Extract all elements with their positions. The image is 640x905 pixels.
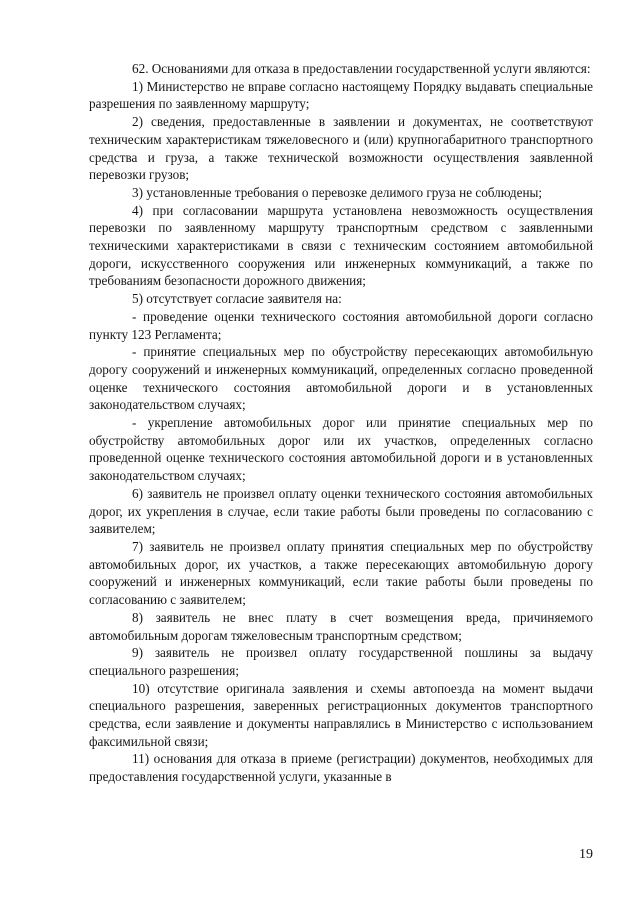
page-number: 19	[579, 847, 593, 862]
paragraph-item-10: 10) отсутствие оригинала заявления и схемы автопоезда на момент выдачи специального разрешения, заверенных регистрационных документов транспортного средства, если заявление и документы направлялись в Министерство с использованием факсимильной связи;	[89, 680, 593, 749]
document-body	[89, 60, 593, 786]
paragraph-item-5-dash-3: - укрепление автомобильных дорог или принятие специальных мер по обустройству автомобильных дорог или их участков, определенных согласно проведенной оценке технического состояния автомобильной дороги и в установленных законодательством случаях;	[89, 415, 593, 484]
paragraph-item-9: 9) заявитель не произвел оплату государственной пошлины за выдачу специального разрешения;	[89, 645, 593, 678]
paragraph-item-2: 2) сведения, предоставленные в заявлении и документах, не соответствуют техническим характеристикам тяжеловесного и (или) крупногабаритного транспортного средства и груза, а также технической возможности осуществления заявленной перевозки грузов;	[89, 114, 593, 183]
paragraph-item-8: 8) заявитель не внес плату в счет возмещения вреда, причиняемого автомобильным дорогам тяжеловесным транспортным средством;	[89, 609, 593, 643]
paragraph-item-5-dash-1: - проведение оценки технического состояния автомобильной дороги согласно пункту 123 Регламента;	[89, 308, 593, 342]
paragraph-item-5-dash-2: - принятие специальных мер по обустройству пересекающих автомобильную дорогу сооружений и инженерных коммуникаций, определенных согласно проведенной оценке технического состояния автомобильной дороги и в установленных законодательством случаях;	[89, 344, 593, 413]
paragraph-item-6: 6) заявитель не произвел оплату оценки технического состояния автомобильных дорог, их укрепления в случае, если такие работы были проведены по согласованию с заявителем;	[89, 485, 593, 537]
paragraph-item-3: 3) установленные требования о перевозке делимого груза не соблюдены;	[132, 184, 543, 200]
paragraph-item-11: 11) основания для отказа в приеме (регистрации) документов, необходимых для предоставления государственной услуги, указанные в	[89, 751, 593, 785]
paragraph-item-7: 7) заявитель не произвел оплату принятия специальных мер по обустройству автомобильных дорог, их участков, а также пересекающих автомобильную дорогу сооружений и инженерных коммуникаций, если такие работы были проведены по согласованию с заявителем;	[89, 538, 593, 608]
paragraph-item-5: 5) отсутствует согласие заявителя на:	[132, 291, 342, 307]
paragraph-62-intro: 62. Основаниями для отказа в предоставлении государственной услуги являются:	[132, 61, 591, 76]
paragraph-item-4: 4) при согласовании маршрута установлена невозможность осуществления перевозки по заявленному маршруту транспортным средством с заявленными техническими характеристиками в связи с техническим состоянием автомобильной дороги, искусственного сооружения или инженерных коммуникаций, а также по требованиям безопасности дорожного движения;	[89, 202, 593, 289]
paragraph-item-1: 1) Министерство не вправе согласно настоящему Порядку выдавать специальные разрешения по заявленному маршруту;	[89, 78, 593, 112]
